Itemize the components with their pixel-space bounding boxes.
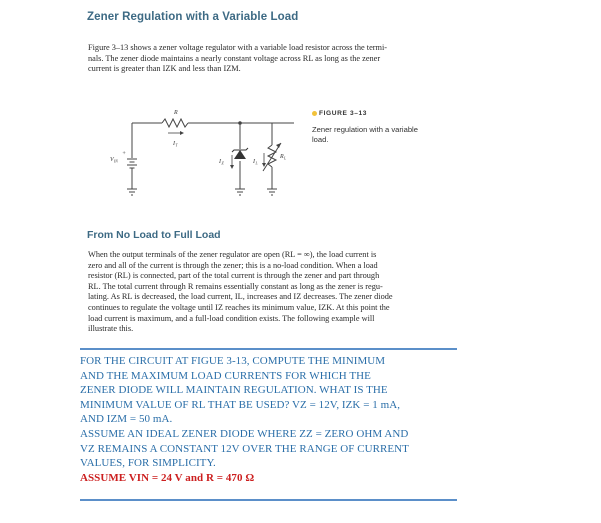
label-iz: I xyxy=(219,159,221,165)
intro-line: nals. The zener diode maintains a nearly constant voltage across RL as long as the zener xyxy=(88,53,381,63)
subsection-title: From No Load to Full Load xyxy=(87,229,221,241)
question-block xyxy=(80,354,460,485)
figure-caption-line: load. xyxy=(312,134,329,144)
label-it: I xyxy=(173,141,175,147)
intro-line: Figure 3–13 shows a zener voltage regulator with a variable load resistor across the termi- xyxy=(88,43,388,52)
intro-line: current is greater than IZK and less than IZM. xyxy=(88,64,241,74)
ground-icons xyxy=(127,189,277,195)
top-divider xyxy=(80,348,457,350)
body-line: continues to regulate the voltage until IZ reaches its minimum value, IZK. At this point the xyxy=(88,302,390,312)
body-line: When the output terminals of the zener regulator are open (RL = ∞), the load current is xyxy=(88,250,377,259)
label-il: I xyxy=(253,159,255,165)
label-iz-sub: Z xyxy=(221,161,224,166)
body-line: zero and all of the current is through the zener; this is a no-load condition. When a load xyxy=(88,260,378,270)
body-line: resistor (RL) is connected, part of the total current is through the zener and part through xyxy=(88,271,380,281)
label-r: R xyxy=(174,110,178,116)
series-resistor xyxy=(162,119,188,127)
question-line: ZENER DIODE WILL MAINTAIN REGULATION. WHAT IS THE xyxy=(80,384,388,397)
bottom-divider xyxy=(80,499,457,501)
label-vin-sub: IN xyxy=(114,159,118,164)
assumption-line: ASSUME VIN = 24 V and R = 470 Ω xyxy=(80,471,255,484)
label-plus: + xyxy=(122,151,127,157)
subsection-paragraph xyxy=(88,250,458,335)
question-line: AND IZM = 50 mA. xyxy=(80,413,173,426)
question-line: VZ REMAINS A CONSTANT 12V OVER THE RANGE OF CURRENT xyxy=(80,442,409,455)
intro-paragraph xyxy=(88,43,458,75)
body-line: illustrate this. xyxy=(88,324,134,334)
figure-label xyxy=(312,110,367,117)
question-line: AND THE MAXIMUM LOAD CURRENTS FOR WHICH THE xyxy=(80,369,371,382)
label-rl: R xyxy=(280,154,284,160)
figure-caption-line: Zener regulation with a variable xyxy=(312,125,418,134)
load-resistor xyxy=(268,145,276,167)
iz-arrow-head xyxy=(230,165,234,169)
section-title: Zener Regulation with a Variable Load xyxy=(87,11,299,23)
body-line: lating. As RL is decreased, the load current, IL, increases and IZ decreases. The zener diode xyxy=(88,292,393,302)
it-arrow-head xyxy=(180,131,184,135)
figure-caption xyxy=(312,125,447,144)
question-line: VALUES, FOR SIMPLICITY. xyxy=(80,457,216,470)
question-line: MINIMUM VALUE OF RL THAT BE USED? VZ = 12V, IZK = 1 mA, xyxy=(80,398,401,411)
figure-label-text: FIGURE 3–13 xyxy=(319,110,368,117)
body-line: load current is maximum, and a full-load condition exists. The following example will xyxy=(88,313,375,323)
body-line: RL. The total current through R remains essentially constant as long as the zener is regu- xyxy=(88,281,383,291)
variable-arrow-head xyxy=(276,143,281,148)
label-it-sub: T xyxy=(175,143,178,148)
zener-regulator-schematic xyxy=(106,101,306,201)
label-il-sub: L xyxy=(255,161,258,166)
label-vin: V xyxy=(110,157,114,163)
figure-marker-icon xyxy=(312,111,317,116)
question-line: ASSUME AN IDEAL ZENER DIODE WHERE ZZ = ZERO OHM AND xyxy=(80,427,409,440)
junction-dot xyxy=(238,121,242,125)
question-line: FOR THE CIRCUIT AT FIGUE 3-13, COMPUTE THE MINIMUM xyxy=(80,355,386,367)
label-rl-sub: L xyxy=(284,156,287,161)
zener-diode-icon xyxy=(234,150,246,159)
